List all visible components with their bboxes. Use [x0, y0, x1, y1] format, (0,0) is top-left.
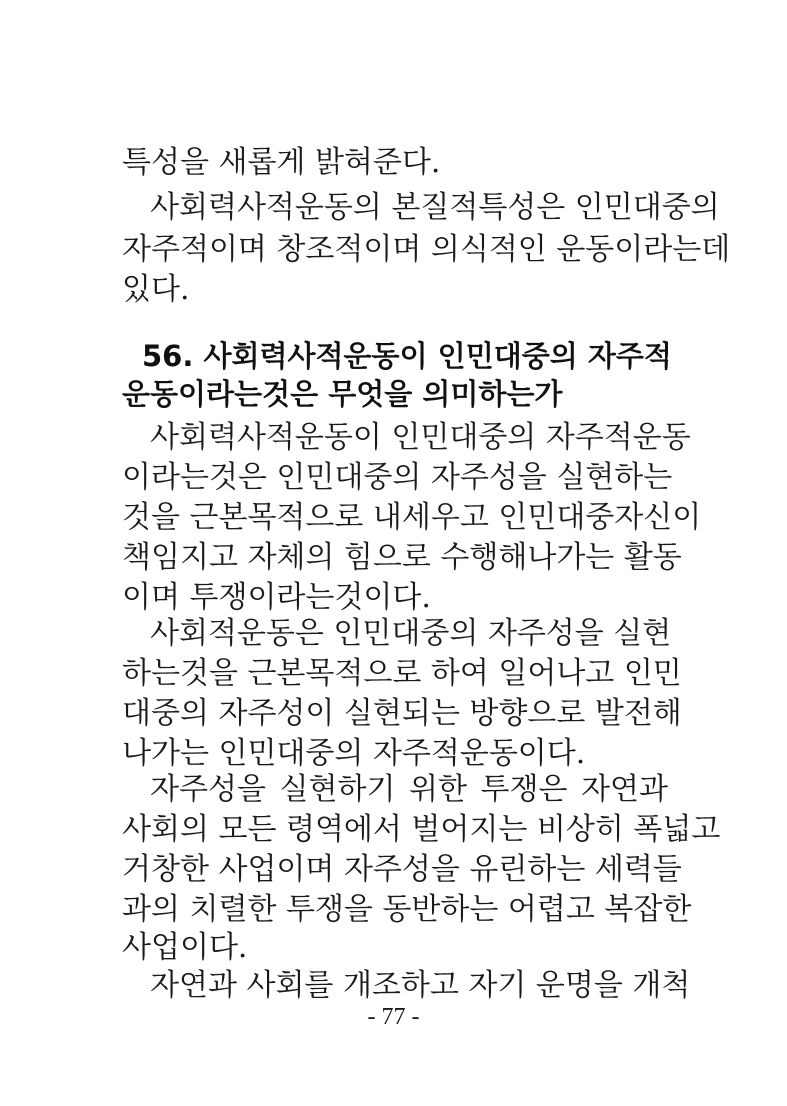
- text-line: 대중의 자주성이 실현되는 방향으로 발전해: [122, 696, 682, 731]
- text-line: 사회적운동은 인민대중의 자주성을 실현: [150, 616, 672, 651]
- section-heading-line: 운동이라는것은 무엇을 의미하는가: [122, 377, 563, 411]
- text-line: 사회력사적운동의 본질적특성은 인민대중의: [150, 190, 720, 225]
- text-line: 과의 치렬한 투쟁을 동반하는 어렵고 복잡한: [122, 892, 692, 927]
- text-line: 자주성을 실현하기 위한 투쟁은 자연과: [150, 772, 668, 807]
- text-line: 자연과 사회를 개조하고 자기 운명을 개척: [150, 968, 691, 1003]
- text-line: 사회력사적운동이 인민대중의 자주적운동: [150, 420, 691, 455]
- text-line: 있다.: [122, 272, 190, 307]
- text-line: 거창한 사업이며 자주성을 유린하는 세력들: [122, 852, 682, 887]
- text-line: 것을 근본목적으로 내세우고 인민대중자신이: [122, 500, 702, 535]
- text-line: 하는것을 근본목적으로 하여 일어나고 인민: [122, 656, 682, 691]
- text-line: 이며 투쟁이라는것이다.: [122, 580, 431, 615]
- text-line: 특성을 새롭게 밝혀준다.: [122, 145, 441, 180]
- text-line: 나가는 인민대중의 자주적운동이다.: [122, 736, 586, 771]
- text-line: 이라는것은 인민대중의 자주성을 실현하는: [122, 460, 673, 495]
- text-line: 사회의 모든 령역에서 벌어지는 비상히 폭넓고: [122, 812, 721, 847]
- page-number: - 77 -: [367, 1004, 420, 1030]
- text-line: 사업이다.: [122, 930, 248, 965]
- section-heading-line: 56. 사회력사적운동이 인민대중의 자주적: [142, 339, 672, 373]
- text-line: 자주적이며 창조적이며 의식적인 운동이라는데: [122, 232, 731, 267]
- text-line: 책임지고 자체의 힘으로 수행해나가는 활동: [122, 540, 682, 575]
